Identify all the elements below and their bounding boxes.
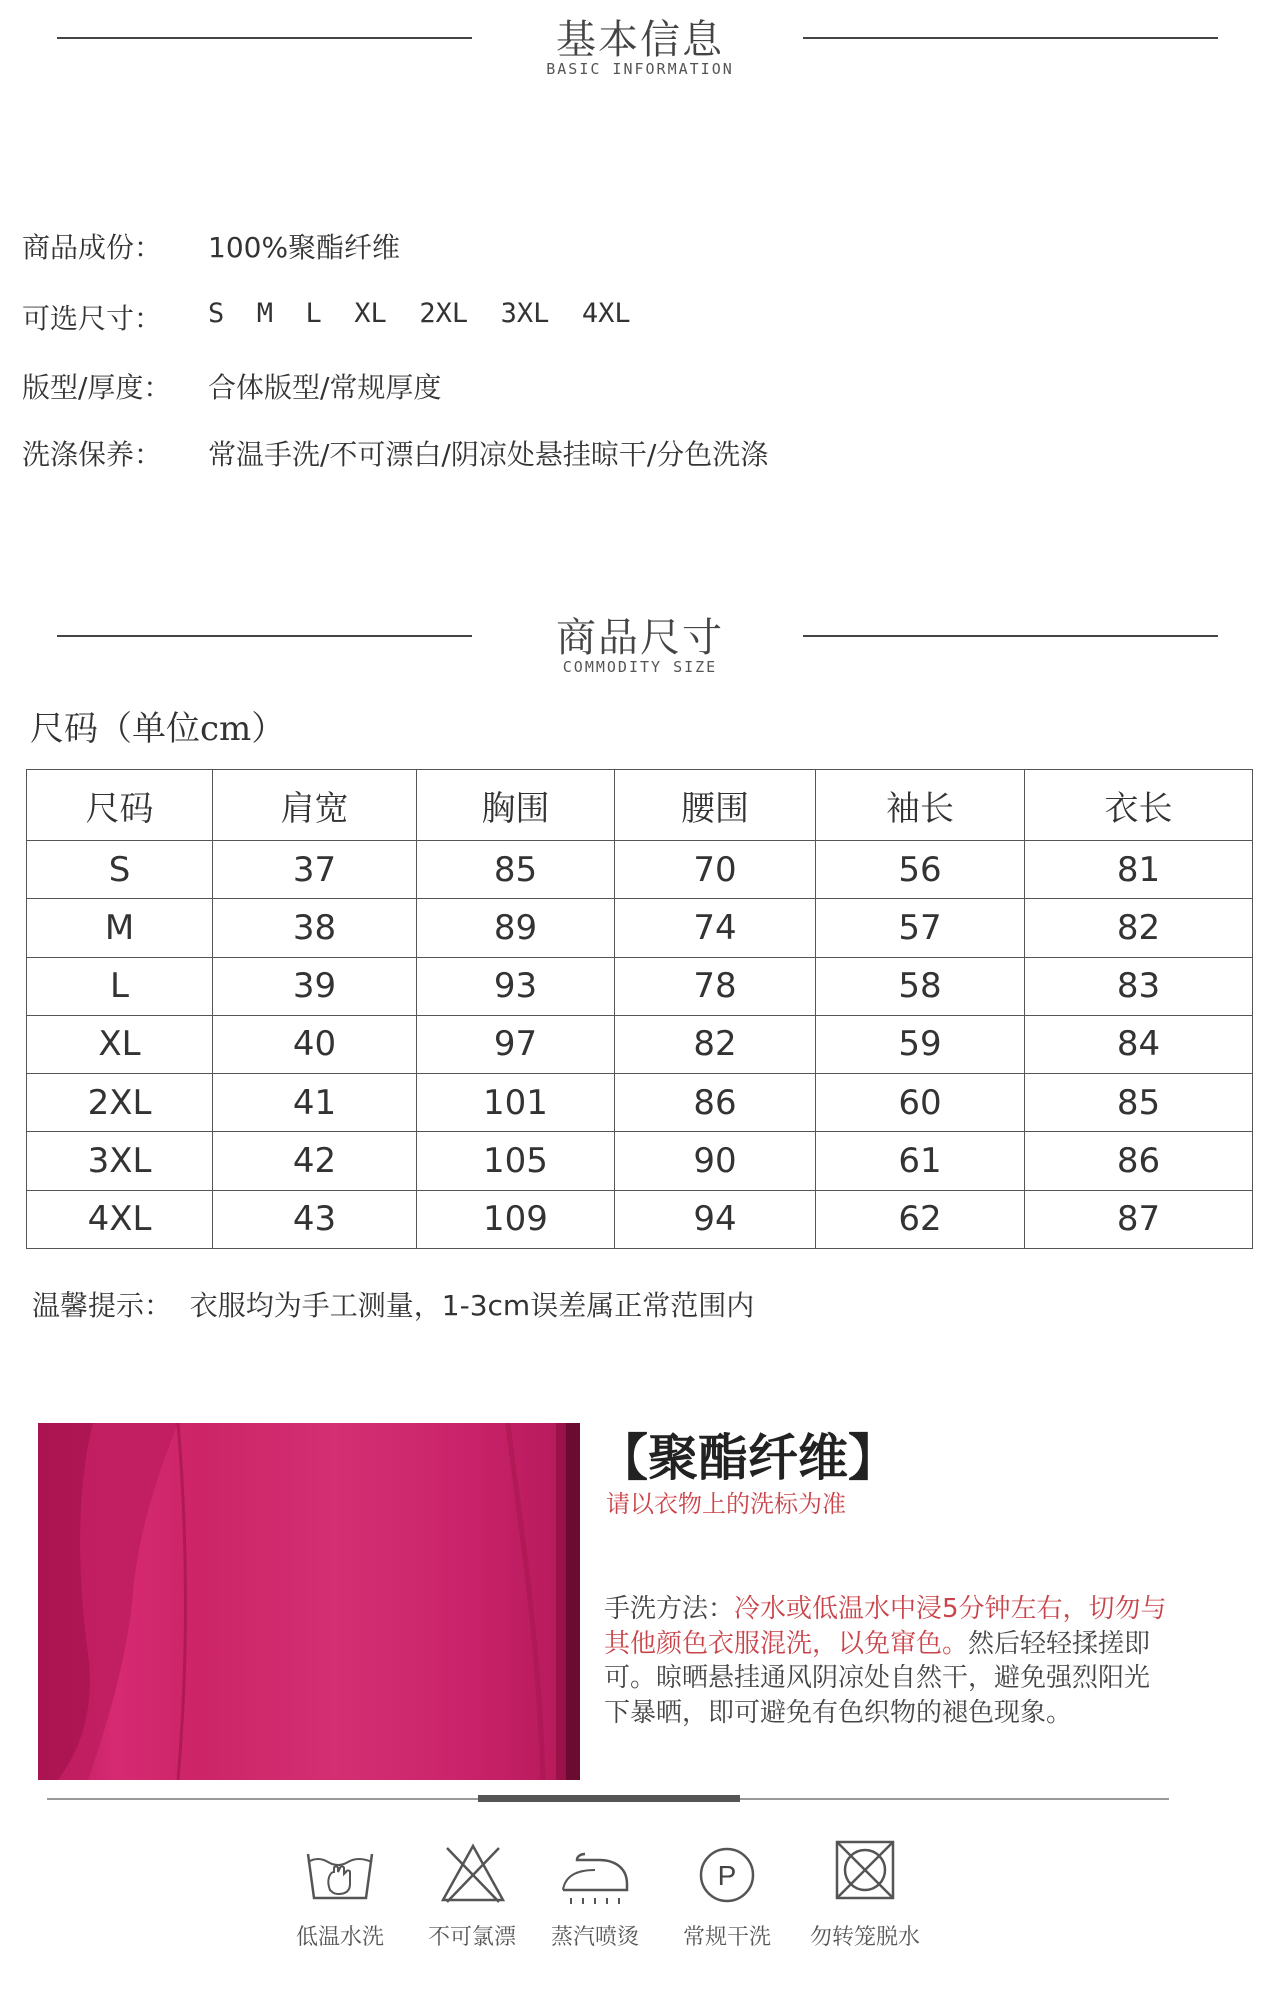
table-cell: 58 xyxy=(816,957,1025,1015)
svg-text:P: P xyxy=(717,1860,737,1891)
table-header-row xyxy=(27,770,1253,841)
table-cell: M xyxy=(27,899,213,957)
table-cell: 4XL xyxy=(27,1190,213,1248)
table-cell: 86 xyxy=(1025,1132,1253,1190)
table-cell: 89 xyxy=(417,899,615,957)
low-temp-wash-icon xyxy=(285,1846,395,1910)
no-tumble-dry-icon xyxy=(810,1834,920,1910)
info-label-care: 洗涤保养： xyxy=(22,438,163,471)
table-cell: 43 xyxy=(213,1190,417,1248)
divider-right xyxy=(803,635,1218,637)
table-header-cell: 尺码 xyxy=(27,770,213,841)
table-row xyxy=(27,1132,1253,1190)
section-subtitle-basic: BASIC INFORMATION xyxy=(546,60,734,78)
table-cell: 85 xyxy=(417,841,615,899)
table-cell: 60 xyxy=(816,1074,1025,1132)
info-value-sizes: S M L XL 2XL 3XL 4XL xyxy=(208,298,631,329)
info-label-material: 商品成份： xyxy=(22,231,163,264)
table-cell: 59 xyxy=(816,1015,1025,1073)
divider-right xyxy=(803,37,1218,39)
steam-iron-icon xyxy=(540,1846,650,1914)
dry-clean-label: 常规干洗 xyxy=(682,1925,771,1950)
table-cell: 3XL xyxy=(27,1132,213,1190)
table-cell: 57 xyxy=(816,899,1025,957)
table-cell: S xyxy=(27,841,213,899)
section-subtitle-size: COMMODITY SIZE xyxy=(562,658,718,676)
table-cell: 39 xyxy=(213,957,417,1015)
table-cell: 61 xyxy=(816,1132,1025,1190)
table-cell: 37 xyxy=(213,841,417,899)
info-label-fit: 版型/厚度： xyxy=(22,371,172,404)
table-cell: XL xyxy=(27,1015,213,1073)
care-title: 【聚酯纤维】 xyxy=(598,1429,898,1487)
info-value-care: 常温手洗/不可漂白/阴凉处悬挂晾干/分色洗涤 xyxy=(208,438,769,471)
table-cell: 105 xyxy=(417,1132,615,1190)
table-cell: 93 xyxy=(417,957,615,1015)
care-subtitle: 请以衣物上的洗标为准 xyxy=(606,1490,846,1518)
care-method-body: 然后轻轻揉搓即可。晾晒悬挂通风阴凉处自然干，避免强烈阳光下暴晒，即可避免有色织物的褪色现象。 xyxy=(604,1628,1151,1728)
care-instructions xyxy=(604,1592,1174,1730)
table-header-cell: 肩宽 xyxy=(213,770,417,841)
fabric-drape-graphic xyxy=(38,1423,580,1780)
table-cell: 41 xyxy=(213,1074,417,1132)
table-cell: 109 xyxy=(417,1190,615,1248)
divider-left xyxy=(57,635,472,637)
info-value-material: 100%聚酯纤维 xyxy=(208,231,401,264)
table-row xyxy=(27,1190,1253,1248)
care-method-label: 手洗方法： xyxy=(604,1594,735,1624)
table-cell: L xyxy=(27,957,213,1015)
table-cell: 81 xyxy=(1025,841,1253,899)
table-cell: 82 xyxy=(615,1015,816,1073)
no-bleach-icon xyxy=(418,1840,528,1910)
table-cell: 62 xyxy=(816,1190,1025,1248)
table-header-cell: 胸围 xyxy=(417,770,615,841)
table-cell: 70 xyxy=(615,841,816,899)
table-row xyxy=(27,1015,1253,1073)
size-unit-label: 尺码（单位cm） xyxy=(30,709,286,749)
table-cell: 40 xyxy=(213,1015,417,1073)
measurement-tip: 温馨提示： 衣服均为手工测量，1-3cm误差属正常范围内 xyxy=(32,1289,755,1322)
table-header-cell: 袖长 xyxy=(816,770,1025,841)
table-cell: 38 xyxy=(213,899,417,957)
care-method-warning: 冷水或低温水中浸5分钟左右，切勿与其他颜色衣服混洗，以免窜色。 xyxy=(604,1594,1167,1659)
low-temp-wash-label: 低温水洗 xyxy=(295,1925,384,1950)
table-row xyxy=(27,841,1253,899)
table-cell: 87 xyxy=(1025,1190,1253,1248)
table-row xyxy=(27,1074,1253,1132)
icons-divider-accent xyxy=(478,1795,740,1802)
table-cell: 78 xyxy=(615,957,816,1015)
dry-clean-icon xyxy=(672,1840,782,1914)
table-cell: 74 xyxy=(615,899,816,957)
no-bleach-label: 不可氯漂 xyxy=(427,1925,516,1950)
table-cell: 84 xyxy=(1025,1015,1253,1073)
info-value-fit: 合体版型/常规厚度 xyxy=(208,371,442,404)
divider-left xyxy=(57,37,472,39)
no-tumble-dry-label: 勿转笼脱水 xyxy=(809,1925,920,1950)
table-cell: 86 xyxy=(615,1074,816,1132)
section-title-size: 商品尺寸 xyxy=(556,615,724,661)
table-cell: 82 xyxy=(1025,899,1253,957)
fabric-photo xyxy=(38,1423,580,1780)
table-cell: 83 xyxy=(1025,957,1253,1015)
info-label-sizes: 可选尺寸： xyxy=(22,302,163,335)
table-row xyxy=(27,899,1253,957)
table-cell: 56 xyxy=(816,841,1025,899)
table-cell: 94 xyxy=(615,1190,816,1248)
table-cell: 97 xyxy=(417,1015,615,1073)
steam-iron-label: 蒸汽喷烫 xyxy=(550,1925,639,1950)
table-cell: 2XL xyxy=(27,1074,213,1132)
size-table xyxy=(26,769,1253,1249)
table-header-cell: 腰围 xyxy=(615,770,816,841)
table-cell: 101 xyxy=(417,1074,615,1132)
table-header-cell: 衣长 xyxy=(1025,770,1253,841)
section-title-basic: 基本信息 xyxy=(556,17,724,63)
table-row xyxy=(27,957,1253,1015)
table-cell: 90 xyxy=(615,1132,816,1190)
table-cell: 85 xyxy=(1025,1074,1253,1132)
table-cell: 42 xyxy=(213,1132,417,1190)
